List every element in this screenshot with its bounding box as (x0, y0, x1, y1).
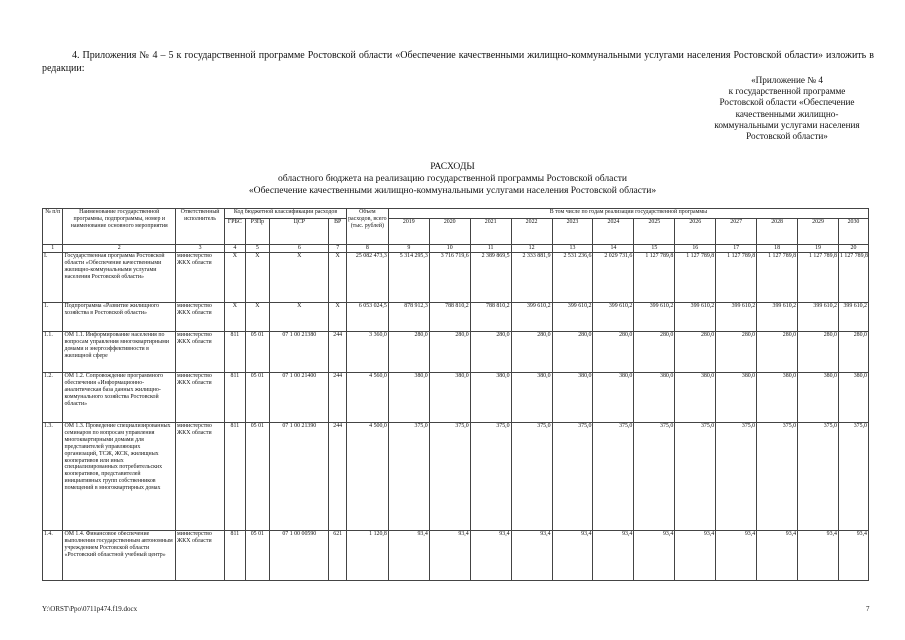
row-year-value: 280,0 (511, 332, 552, 373)
row-year-value: 399 610,2 (593, 303, 634, 332)
row-year-value: 2 531 236,6 (552, 253, 593, 303)
row-year-value: 280,0 (798, 332, 839, 373)
row-name: Подпрограмма «Развитие жилищного хозяйства в Ростовской области» (63, 303, 176, 332)
row-grbs: 811 (225, 373, 245, 423)
row-num: 1. (43, 303, 63, 332)
appendix-line: качественными жилищно- (735, 108, 839, 119)
row-year-value: 1 127 789,8 (634, 253, 675, 303)
row-vr: 244 (329, 423, 346, 531)
row-year-value: 878 912,3 (388, 303, 429, 332)
row-year-value: 280,0 (552, 332, 593, 373)
row-year-value: 380,0 (511, 373, 552, 423)
row-year-value: 399 610,2 (634, 303, 675, 332)
header-total: Объем расходов, всего (тыс. рублей) (346, 209, 388, 245)
row-vr: X (329, 303, 346, 332)
header-csr: ЦСР (270, 219, 329, 245)
column-number: 2 (63, 245, 176, 253)
row-year-value: 375,0 (757, 423, 798, 531)
header-year: 2021 (470, 219, 511, 245)
row-name: ОМ 1.1. Информирование населения по вопросам управления многоквартирными домами и энергоэффективности в жилищной сфере (63, 332, 176, 373)
row-year-value: 380,0 (757, 373, 798, 423)
row-year-value: 280,0 (634, 332, 675, 373)
header-code: Код бюджетной классификации расходов (225, 209, 347, 219)
row-year-value: 375,0 (552, 423, 593, 531)
row-year-value: 380,0 (429, 373, 470, 423)
row-grbs: 811 (225, 423, 245, 531)
row-year-value: 1 127 789,8 (757, 253, 798, 303)
row-year-value: 375,0 (675, 423, 716, 531)
row-year-value: 280,0 (675, 332, 716, 373)
column-number: 3 (176, 245, 225, 253)
row-year-value: 280,0 (388, 332, 429, 373)
row-name: ОМ 1.4. Финансовое обеспечение выполнения государственным автономным учреждением Ростовской области «Ростовский областной учебный центр» (63, 531, 176, 581)
header-year: 2019 (388, 219, 429, 245)
row-year-value: 380,0 (470, 373, 511, 423)
table-row (43, 253, 869, 303)
row-grbs: 811 (225, 531, 245, 581)
column-number: 7 (329, 245, 346, 253)
column-numbers-row (43, 245, 869, 253)
row-year-value: 1 127 789,8 (798, 253, 839, 303)
row-executor: министерство ЖКХ области (176, 332, 225, 373)
row-rzpr: 05 01 (245, 531, 270, 581)
row-year-value: 399 610,2 (757, 303, 798, 332)
table-row (43, 531, 869, 581)
row-grbs: X (225, 303, 245, 332)
page-number: 7 (866, 605, 870, 613)
appendix-line: «Приложение № 4 (751, 75, 823, 85)
row-total: 3 360,0 (346, 332, 388, 373)
document-title: РАСХОДЫ (430, 161, 475, 172)
row-rzpr: 05 01 (245, 332, 270, 373)
row-vr: 244 (329, 332, 346, 373)
row-year-value: 93,4 (634, 531, 675, 581)
row-year-value: 375,0 (838, 423, 868, 531)
row-executor: министерство ЖКХ области (176, 423, 225, 531)
row-rzpr: 05 01 (245, 373, 270, 423)
document-subtitle-program: «Обеспечение качественными жилищно-коммунальными услугами населения Ростовской области» (248, 185, 657, 196)
row-year-value: 93,4 (388, 531, 429, 581)
row-year-value: 399 610,2 (552, 303, 593, 332)
header-num: № п/п (43, 209, 63, 245)
header-year: 2023 (552, 219, 593, 245)
header-year: 2024 (593, 219, 634, 245)
header-name: Наименование государственной программы, подпрограммы, номер и наименование основного мероприятия (63, 209, 176, 245)
column-number: 6 (270, 245, 329, 253)
column-number: 5 (245, 245, 270, 253)
header-year: 2026 (675, 219, 716, 245)
row-year-value: 2 389 869,5 (470, 253, 511, 303)
row-vr: X (329, 253, 346, 303)
row-year-value: 93,4 (552, 531, 593, 581)
header-year: 2027 (716, 219, 757, 245)
column-number: 4 (225, 245, 245, 253)
row-year-value: 280,0 (470, 332, 511, 373)
row-csr: 07 1 00 21390 (270, 423, 329, 531)
row-executor: министерство ЖКХ области (176, 531, 225, 581)
header-year: 2025 (634, 219, 675, 245)
appendix-line: коммунальными услугами населения (714, 119, 860, 130)
appendix-line: Ростовской области» (746, 131, 828, 142)
row-name: Государственная программа Ростовской области «Обеспечение качественными жилищно-коммунальными услугами населения Ростовской области» (63, 253, 176, 303)
row-year-value: 280,0 (593, 332, 634, 373)
row-year-value: 280,0 (429, 332, 470, 373)
column-number: 16 (675, 245, 716, 253)
row-year-value: 380,0 (798, 373, 839, 423)
column-number: 13 (552, 245, 593, 253)
row-year-value: 399 610,2 (511, 303, 552, 332)
row-year-value: 93,4 (838, 531, 868, 581)
row-executor: министерство ЖКХ области (176, 303, 225, 332)
row-name: ОМ 1.3. Проведение специализированных семинаров по вопросам управления многоквартирными домами для представителей управляющих организаций, ТСЖ, ЖСК, жилищных кооперативов или иных специализированных потребительских кооперативов, представителей инициативных групп собственников помещений в многоквартирных домах (63, 423, 176, 531)
row-total: 4 500,0 (346, 423, 388, 531)
row-year-value: 399 610,2 (798, 303, 839, 332)
appendix-line: Ростовской области «Обеспечение (719, 97, 855, 108)
row-year-value: 375,0 (593, 423, 634, 531)
header-rzpr: РЗПр (245, 219, 270, 245)
document-subtitle: областного бюджета на реализацию государственной программы Ростовской области (277, 173, 628, 184)
column-number: 1 (43, 245, 63, 253)
column-number: 20 (838, 245, 868, 253)
header-executor: Ответственный исполнитель (176, 209, 225, 245)
column-number: 19 (798, 245, 839, 253)
row-year-value: 93,4 (798, 531, 839, 581)
column-number: 11 (470, 245, 511, 253)
row-num: 1.4. (43, 531, 63, 581)
row-total: 1 120,8 (346, 531, 388, 581)
row-year-value: 93,4 (593, 531, 634, 581)
header-year: 2028 (757, 219, 798, 245)
row-year-value: 93,4 (511, 531, 552, 581)
row-year-value: 375,0 (470, 423, 511, 531)
row-year-value: 2 029 731,6 (593, 253, 634, 303)
row-year-value: 1 127 789,8 (838, 253, 868, 303)
row-year-value: 380,0 (716, 373, 757, 423)
row-year-value: 1 127 789,8 (716, 253, 757, 303)
header-vr: ВР (329, 219, 346, 245)
row-year-value: 93,4 (716, 531, 757, 581)
appendix-caption (694, 75, 880, 142)
row-csr: 07 1 00 00590 (270, 531, 329, 581)
row-csr: 07 1 00 21380 (270, 332, 329, 373)
header-grbs: ГРБС (225, 219, 245, 245)
appendix-line: к государственной программе (728, 86, 846, 97)
row-year-value: 5 314 295,3 (388, 253, 429, 303)
column-number: 10 (429, 245, 470, 253)
row-year-value: 280,0 (838, 332, 868, 373)
row-rzpr: X (245, 253, 270, 303)
column-number: 8 (346, 245, 388, 253)
column-number: 14 (593, 245, 634, 253)
row-year-value: 93,4 (675, 531, 716, 581)
row-year-value: 2 333 881,9 (511, 253, 552, 303)
row-executor: министерство ЖКХ области (176, 373, 225, 423)
row-year-value: 1 127 789,8 (675, 253, 716, 303)
row-year-value: 280,0 (716, 332, 757, 373)
column-number: 17 (716, 245, 757, 253)
row-year-value: 380,0 (634, 373, 675, 423)
row-year-value: 380,0 (593, 373, 634, 423)
row-year-value: 399 610,2 (716, 303, 757, 332)
row-year-value: 380,0 (388, 373, 429, 423)
row-year-value: 380,0 (552, 373, 593, 423)
row-year-value: 375,0 (511, 423, 552, 531)
row-year-value: 399 610,2 (838, 303, 868, 332)
row-num: 1.2. (43, 373, 63, 423)
row-year-value: 375,0 (388, 423, 429, 531)
row-year-value: 3 716 719,6 (429, 253, 470, 303)
row-year-value: 399 610,2 (675, 303, 716, 332)
row-year-value: 280,0 (757, 332, 798, 373)
row-year-value: 788 810,2 (470, 303, 511, 332)
row-total: 6 053 024,5 (346, 303, 388, 332)
row-year-value: 380,0 (675, 373, 716, 423)
table-row (43, 332, 869, 373)
row-year-value: 375,0 (634, 423, 675, 531)
row-year-value: 93,4 (429, 531, 470, 581)
header-year: 2029 (798, 219, 839, 245)
row-year-value: 93,4 (757, 531, 798, 581)
row-year-value: 375,0 (798, 423, 839, 531)
row-rzpr: 05 01 (245, 423, 270, 531)
table-row (43, 373, 869, 423)
row-grbs: X (225, 253, 245, 303)
row-csr: X (270, 253, 329, 303)
table-row (43, 303, 869, 332)
footer-file-path: Y:\ORST\Ppo\0711p474.f19.docx (42, 605, 138, 613)
budget-table (42, 208, 869, 581)
intro-paragraph: 4. Приложения № 4 – 5 к государственной программе Ростовской области «Обеспечение качественными жилищно-коммунальными услугами населения Ростовской области» изложить в редакции: (42, 50, 874, 74)
column-number: 12 (511, 245, 552, 253)
row-year-value: 93,4 (470, 531, 511, 581)
row-year-value: 788 810,2 (429, 303, 470, 332)
row-executor: министерство ЖКХ области (176, 253, 225, 303)
row-year-value: 375,0 (716, 423, 757, 531)
row-csr: 07 1 00 21400 (270, 373, 329, 423)
row-csr: X (270, 303, 329, 332)
row-total: 25 082 473,3 (346, 253, 388, 303)
row-num: I. (43, 253, 63, 303)
row-rzpr: X (245, 303, 270, 332)
header-year: 2030 (838, 219, 868, 245)
header-years-caption: В том числе по годам реализации государственной программы (388, 209, 868, 219)
column-number: 18 (757, 245, 798, 253)
row-num: 1.1. (43, 332, 63, 373)
row-total: 4 560,0 (346, 373, 388, 423)
row-year-value: 380,0 (838, 373, 868, 423)
row-vr: 244 (329, 373, 346, 423)
row-year-value: 375,0 (429, 423, 470, 531)
column-number: 9 (388, 245, 429, 253)
row-num: 1.3. (43, 423, 63, 531)
row-grbs: 811 (225, 332, 245, 373)
row-vr: 621 (329, 531, 346, 581)
header-year: 2020 (429, 219, 470, 245)
table-row (43, 423, 869, 531)
column-number: 15 (634, 245, 675, 253)
row-name: ОМ 1.2. Сопровождение программного обеспечения «Информационно-аналитическая база данных жилищно-коммунального хозяйства Ростовской области» (63, 373, 176, 423)
header-year: 2022 (511, 219, 552, 245)
